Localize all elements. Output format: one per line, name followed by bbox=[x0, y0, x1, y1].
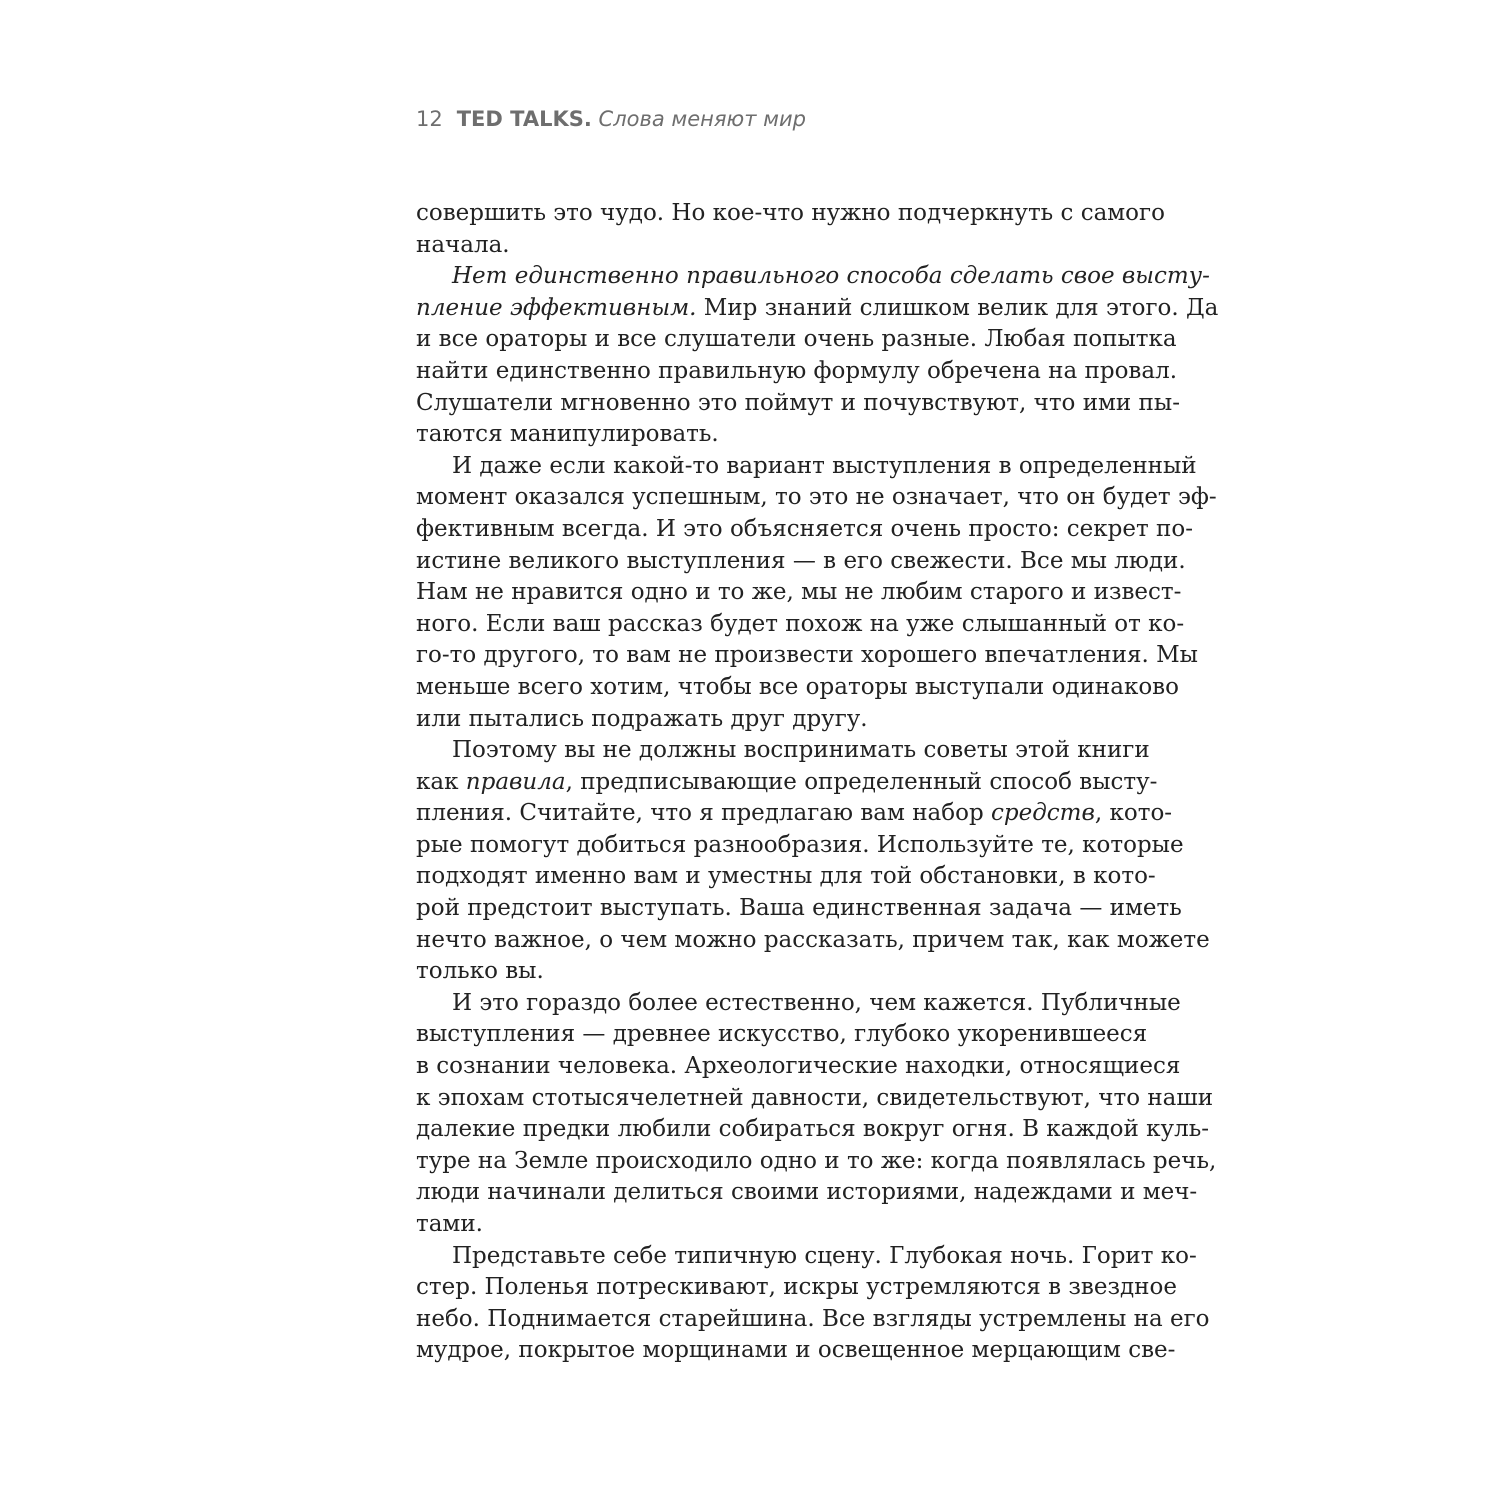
text-line bbox=[416, 577, 1182, 609]
line-text: истине великого выступления — в его свежести. Все мы люди. bbox=[416, 547, 1186, 574]
line-text: стер. Поленья потрескивают, искры устремляются в звездное bbox=[416, 1274, 1177, 1301]
line-text: Представьте себе типичную сцену. Глубокая ночь. Горит ко- bbox=[452, 1242, 1197, 1269]
line-text: И даже если какой-то вариант выступления в определенный bbox=[452, 452, 1197, 479]
text-line bbox=[416, 419, 1138, 451]
text-line bbox=[416, 1146, 1217, 1178]
line-text: , кото- bbox=[1094, 800, 1173, 827]
line-text: в сознании человека. Археологические находки, относящиеся bbox=[416, 1053, 1181, 1080]
line-text: найти единственно правильную формулу обречена на провал. bbox=[416, 357, 1178, 384]
text-line bbox=[416, 735, 1150, 767]
text-line bbox=[416, 1083, 1214, 1115]
line-text: люди начинали делиться своими историями, надеждами и меч- bbox=[416, 1179, 1198, 1206]
text-line bbox=[416, 388, 1180, 420]
text-line bbox=[416, 704, 1138, 736]
text-line bbox=[416, 893, 1182, 925]
line-text: рые помогут добиться разнообразия. Используйте те, которые bbox=[416, 831, 1184, 858]
text-line bbox=[416, 451, 1197, 483]
line-text: подходят именно вам и уместны для той обстановки, в кото- bbox=[416, 863, 1156, 890]
text-line bbox=[416, 861, 1156, 893]
text-line bbox=[416, 925, 1210, 957]
paragraph bbox=[416, 735, 1210, 988]
line-text: ного. Если ваш рассказ будет похож на уже слышанный от ко- bbox=[416, 610, 1185, 637]
line-text: выступления — древнее искусство, глубоко укоренившееся bbox=[416, 1021, 1148, 1048]
text-line bbox=[416, 767, 1158, 799]
line-text: го-то другого, то вам не произвести хорошего впечатления. Мы bbox=[416, 642, 1198, 669]
text-line bbox=[416, 546, 1186, 578]
line-text: тами. bbox=[416, 1211, 483, 1237]
text-line bbox=[416, 672, 1179, 704]
text-line bbox=[416, 482, 1217, 514]
emphasis-text: пление эффективным. bbox=[416, 294, 697, 321]
line-text: Поэтому вы не должны воспринимать советы этой книги bbox=[452, 737, 1150, 764]
text-line bbox=[416, 609, 1185, 641]
running-head bbox=[416, 104, 806, 134]
emphasis-text: средств bbox=[991, 800, 1095, 827]
line-text: начала. bbox=[416, 231, 510, 258]
text-line bbox=[416, 988, 1181, 1020]
text-line bbox=[416, 356, 1178, 388]
line-text: нечто важное, о чем можно рассказать, причем так, как можете bbox=[416, 926, 1210, 953]
line-text: туре на Земле происходило одно и то же: когда появлялась речь, bbox=[416, 1147, 1217, 1174]
text-line bbox=[416, 293, 1219, 325]
line-text: совершить это чудо. Но кое-что нужно подчеркнуть с самого bbox=[416, 200, 1165, 226]
line-text: таются манипулировать. bbox=[416, 421, 719, 448]
line-text: Слушатели мгновенно это поймут и почувствуют, что ими пы- bbox=[416, 389, 1180, 416]
text-line bbox=[416, 1114, 1209, 1146]
line-text: как bbox=[416, 768, 466, 795]
line-text: только вы. bbox=[416, 958, 544, 985]
line-text: Нам не нравится одно и то же, мы не любим старого и извест- bbox=[416, 579, 1182, 606]
text-line bbox=[416, 230, 1138, 262]
line-text: И это гораздо более естественно, чем кажется. Публичные bbox=[452, 989, 1181, 1016]
text-line bbox=[416, 1177, 1198, 1209]
line-text: меньше всего хотим, чтобы все ораторы выступали одинаково bbox=[416, 673, 1179, 700]
paragraph bbox=[416, 451, 1217, 735]
text-line bbox=[416, 198, 1165, 230]
text-line bbox=[416, 514, 1193, 546]
line-text: рой предстоит выступать. Ваша единственная задача — иметь bbox=[416, 895, 1182, 922]
text-line bbox=[416, 1304, 1210, 1336]
text-line bbox=[416, 1335, 1176, 1367]
line-text: момент оказался успешным, то это не означает, что он будет эф- bbox=[416, 484, 1217, 511]
text-line bbox=[416, 324, 1177, 356]
line-text: далекие предки любили собираться вокруг огня. В каждой куль- bbox=[416, 1116, 1209, 1143]
line-text: мудрое, покрытое морщинами и освещенное мерцающим све- bbox=[416, 1337, 1176, 1364]
emphasis-text: Нет единственно правильного способа сделать свое высту- bbox=[452, 263, 1210, 290]
paragraph bbox=[416, 988, 1217, 1241]
line-text: к эпохам стотысячелетней давности, свидетельствуют, что наши bbox=[416, 1084, 1214, 1111]
text-line bbox=[416, 1051, 1181, 1083]
emphasis-text: правила bbox=[465, 768, 566, 795]
text-line bbox=[416, 1019, 1148, 1051]
text-line bbox=[416, 956, 1138, 988]
body-text bbox=[416, 198, 1219, 1367]
line-text: и все ораторы и все слушатели очень разные. Любая попытка bbox=[416, 326, 1177, 353]
text-line bbox=[416, 830, 1184, 862]
line-text: небо. Поднимается старейшина. Все взгляды устремлены на его bbox=[416, 1305, 1210, 1332]
page-number: 12 bbox=[416, 107, 443, 131]
book-title: TED TALKS. bbox=[456, 107, 592, 131]
line-text: пления. Считайте, что я предлагаю вам набор bbox=[416, 800, 991, 827]
paragraph bbox=[416, 198, 1165, 261]
text-line bbox=[416, 1272, 1177, 1304]
line-text: Мир знаний слишком велик для этого. Да bbox=[696, 294, 1219, 321]
text-line bbox=[416, 798, 1173, 830]
line-text: , предписывающие определенный способ высту- bbox=[565, 768, 1158, 795]
text-line bbox=[416, 261, 1210, 293]
paragraph bbox=[416, 261, 1219, 451]
text-line bbox=[416, 1209, 1138, 1241]
book-subtitle: Слова меняют мир bbox=[598, 107, 806, 131]
line-text: фективным всегда. И это объясняется очень просто: секрет по- bbox=[416, 515, 1193, 542]
text-line bbox=[416, 640, 1198, 672]
paragraph bbox=[416, 1241, 1210, 1367]
line-text: или пытались подражать друг другу. bbox=[416, 705, 868, 732]
text-line bbox=[416, 1241, 1197, 1273]
